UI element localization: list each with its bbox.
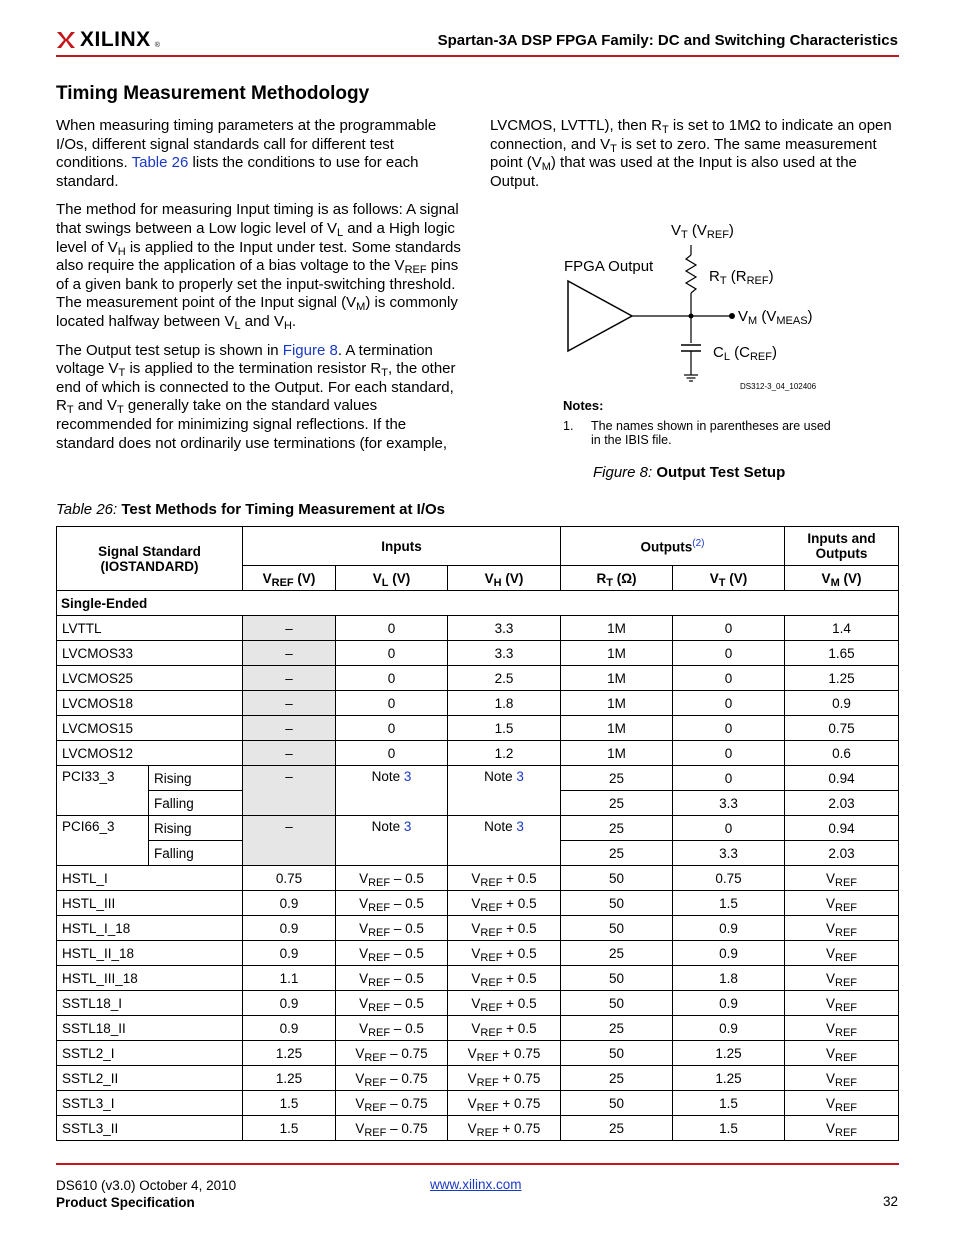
figure-8-link[interactable]: Figure 8	[282, 341, 338, 359]
footer-left	[56, 1177, 236, 1211]
cell-vm: 1.25	[785, 666, 899, 691]
cell-rt: 1M	[561, 641, 673, 666]
cell-vl: $V_{REF} - 0.5$	[336, 941, 448, 966]
cell-standard: LVCMOS25	[57, 666, 243, 691]
cell-vh: $V_{REF} + 0.75$	[448, 1091, 561, 1116]
cell-vref: 1.5	[243, 1116, 336, 1141]
cell-rt: 25	[561, 1116, 673, 1141]
cell-vt: 0	[673, 616, 785, 641]
cell-vl: $V_{REF} - 0.5$	[336, 1016, 448, 1041]
cell-standard: SSTL3_I	[57, 1091, 243, 1116]
header-inputs-outputs: Inputs and Outputs	[785, 527, 899, 566]
cell-vt: 0	[673, 741, 785, 766]
cell-vh: $V_{REF} + 0.75$	[448, 1041, 561, 1066]
cell-vt: 0	[673, 666, 785, 691]
footer-url-link[interactable]: www.xilinx.com	[430, 1177, 522, 1192]
cell-vh: 1.8	[448, 691, 561, 716]
cell-vm: 0.9	[785, 691, 899, 716]
cell-vm: 2.03	[785, 841, 899, 866]
table-row	[57, 1041, 899, 1066]
cell-standard: HSTL_III	[57, 891, 243, 916]
table-row	[57, 941, 899, 966]
cell-vref: 1.5	[243, 1091, 336, 1116]
cell-edge: Falling	[149, 791, 243, 816]
cell-vm: $V_{REF}$	[785, 991, 899, 1016]
footer-spec: Product Specification	[56, 1195, 195, 1210]
cell-standard: PCI33_3	[57, 766, 149, 816]
cell-edge: Rising	[149, 766, 243, 791]
cell-vt: 0.9	[673, 991, 785, 1016]
header-vm: $V_M$ (V)	[785, 566, 899, 591]
vm-label: $V_M$ $(V_{MEAS})$	[738, 308, 813, 327]
cell-vh: $V_{REF} + 0.5$	[448, 866, 561, 891]
cell-vm: $V_{REF}$	[785, 916, 899, 941]
table-row	[57, 691, 899, 716]
cell-vm: 2.03	[785, 791, 899, 816]
cell-vh: $V_{REF} + 0.5$	[448, 1016, 561, 1041]
note-3-link[interactable]: 3	[516, 769, 524, 784]
cell-rt: 1M	[561, 616, 673, 641]
table-row	[57, 1016, 899, 1041]
paragraph-4: LVCMOS, LVTTL), then $R_T$ is set to 1MΩ to indicate an open connection, and $V_T$ is set to zero. The same measurement point $(V_M)$ that was used at the Input is also used at the Output.	[490, 117, 892, 190]
left-column	[56, 117, 464, 463]
cell-vh: $V_{REF} + 0.5$	[448, 966, 561, 991]
cell-vt: 1.5	[673, 1116, 785, 1141]
figure-code: DS312-3_04_102406	[740, 382, 817, 391]
table-row	[57, 816, 899, 841]
cell-vt: 1.25	[673, 1066, 785, 1091]
cell-rt: 50	[561, 916, 673, 941]
cell-vm: $V_{REF}$	[785, 891, 899, 916]
paragraph-2: The method for measuring Input timing is as follows: A signal that swings between a Low logic level of $V_L$ and a High logic level of $V_H$ is applied to the Input under test. Some standards also require the application of a bias voltage to the $V_{REF}$ pins of a given bank to properly set the input-switching threshold. The measurement point of the Input signal $(V_M)$ is commonly located halfway between $V_L$ and $V_H$.	[56, 201, 461, 332]
cell-vm: $V_{REF}$	[785, 1016, 899, 1041]
cell-vl: $V_{REF} - 0.5$	[336, 991, 448, 1016]
cell-vh: $V_{REF} + 0.75$	[448, 1116, 561, 1141]
cell-vl: Note 3	[336, 816, 448, 866]
vt-label: $V_T$ $(V_{REF})$	[671, 222, 734, 241]
cell-vt: 3.3	[673, 841, 785, 866]
logo-text: XILINX	[80, 28, 151, 51]
cell-vt: 0.9	[673, 1016, 785, 1041]
cell-vt: 0.75	[673, 866, 785, 891]
vm-terminal-dot	[729, 313, 735, 319]
cell-vref: 1.1	[243, 966, 336, 991]
cell-vref: 0.9	[243, 941, 336, 966]
cell-standard: LVCMOS15	[57, 716, 243, 741]
cell-vm: $V_{REF}$	[785, 1091, 899, 1116]
cell-rt: 25	[561, 841, 673, 866]
rt-label: $R_T$ $(R_{REF})$	[709, 268, 774, 287]
cell-vref: 1.25	[243, 1041, 336, 1066]
cell-rt: 50	[561, 1091, 673, 1116]
cell-rt: 50	[561, 891, 673, 916]
xilinx-logo	[56, 28, 160, 52]
header-outputs: Outputs$^{(2)}$	[561, 527, 785, 566]
cell-standard: LVTTL	[57, 616, 243, 641]
cell-vl: 0	[336, 691, 448, 716]
cell-rt: 25	[561, 766, 673, 791]
cell-standard: PCI66_3	[57, 816, 149, 866]
cell-vref: 0.9	[243, 991, 336, 1016]
table-row	[57, 991, 899, 1016]
cl-label: $C_L$ $(C_{REF})$	[713, 344, 777, 363]
resistor-symbol	[686, 255, 696, 293]
table-row	[57, 666, 899, 691]
cell-vl: $V_{REF} - 0.75$	[336, 1091, 448, 1116]
table-row	[57, 866, 899, 891]
cell-vh: 2.5	[448, 666, 561, 691]
table-row	[57, 616, 899, 641]
cell-vl: $V_{REF} - 0.5$	[336, 916, 448, 941]
cell-vh: $V_{REF} + 0.5$	[448, 991, 561, 1016]
cell-vt: 1.8	[673, 966, 785, 991]
cell-standard: HSTL_I	[57, 866, 243, 891]
section-single-ended: Single-Ended	[57, 591, 899, 616]
cell-vm: 1.4	[785, 616, 899, 641]
cell-vm: 0.94	[785, 816, 899, 841]
page-number: 32	[882, 1194, 898, 1209]
cell-vref: –	[243, 691, 336, 716]
section-heading: Timing Measurement Methodology	[56, 83, 370, 104]
logo-trademark: ®	[154, 41, 160, 49]
cell-standard: HSTL_III_18	[57, 966, 243, 991]
cell-rt: 50	[561, 966, 673, 991]
table-row	[57, 1116, 899, 1141]
cell-vh: Note 3	[448, 766, 561, 816]
cell-standard: LVCMOS18	[57, 691, 243, 716]
cell-standard: SSTL2_I	[57, 1041, 243, 1066]
cell-rt: 25	[561, 1016, 673, 1041]
cell-vref: –	[243, 716, 336, 741]
cell-vt: 1.5	[673, 891, 785, 916]
cell-rt: 1M	[561, 666, 673, 691]
table-row	[57, 966, 899, 991]
notes-heading: Notes:	[563, 398, 604, 413]
cell-vl: $V_{REF} - 0.75$	[336, 1041, 448, 1066]
cell-vh: 1.5	[448, 716, 561, 741]
cell-vl: 0	[336, 641, 448, 666]
cell-rt: 1M	[561, 741, 673, 766]
cell-rt: 50	[561, 1041, 673, 1066]
note-3-link[interactable]: 3	[403, 819, 412, 834]
cell-vref: 0.75	[243, 866, 336, 891]
cell-vh: $V_{REF} + 0.75$	[448, 1066, 561, 1091]
cell-standard: SSTL2_II	[57, 1066, 243, 1091]
cell-rt: 50	[561, 866, 673, 891]
timing-methods-table	[56, 526, 899, 1141]
cell-vm: $V_{REF}$	[785, 941, 899, 966]
cell-vt: 0	[673, 766, 785, 791]
junction-dot	[689, 314, 694, 319]
cell-rt: 25	[561, 941, 673, 966]
cell-vl: 0	[336, 716, 448, 741]
header-vl: $V_L$ (V)	[336, 566, 448, 591]
cell-vh: $V_{REF} + 0.5$	[448, 891, 561, 916]
cell-vt: 1.5	[673, 1091, 785, 1116]
cell-edge: Falling	[149, 841, 243, 866]
outputs-note-link[interactable]: (2)	[692, 537, 705, 549]
cell-vl: $V_{REF} - 0.75$	[336, 1116, 448, 1141]
header-title: Spartan-3A DSP FPGA Family: DC and Switching Characteristics	[437, 32, 898, 49]
header-signal-standard: Signal Standard (IOSTANDARD)	[57, 527, 243, 591]
header-vref: $V_{REF}$ (V)	[243, 566, 336, 591]
buffer-triangle	[568, 281, 632, 351]
cell-standard: HSTL_I_18	[57, 916, 243, 941]
note-1-number: 1.	[563, 419, 574, 433]
cell-vm: $V_{REF}$	[785, 1116, 899, 1141]
cell-vh: 3.3	[448, 616, 561, 641]
cell-vl: $V_{REF} - 0.5$	[336, 866, 448, 891]
cell-vh: 3.3	[448, 641, 561, 666]
cell-vl: 0	[336, 741, 448, 766]
table-row	[57, 916, 899, 941]
cell-vm: $V_{REF}$	[785, 866, 899, 891]
header-rule	[56, 55, 899, 57]
xilinx-x-icon	[56, 30, 76, 50]
table-row	[57, 891, 899, 916]
cell-vref: 1.25	[243, 1066, 336, 1091]
fpga-output-label: FPGA Output	[564, 258, 654, 275]
cell-standard: SSTL18_I	[57, 991, 243, 1016]
paragraph-1: When measuring timing parameters at the programmable I/Os, different signal standards call for different test conditions. Table 26 lists the conditions to use for each standard.	[56, 117, 437, 190]
cell-edge: Rising	[149, 816, 243, 841]
header-inputs: Inputs	[243, 527, 561, 566]
cell-standard: LVCMOS33	[57, 641, 243, 666]
cell-vh: 1.2	[448, 741, 561, 766]
cell-vm: 0.6	[785, 741, 899, 766]
table-26-link[interactable]: Table 26	[131, 154, 189, 172]
header-rt: $R_T$ (Ω)	[561, 566, 673, 591]
output-test-setup-diagram	[560, 215, 840, 395]
cell-standard: HSTL_II_18	[57, 941, 243, 966]
cell-rt: 25	[561, 816, 673, 841]
cell-vref: –	[243, 741, 336, 766]
cell-rt: 50	[561, 991, 673, 1016]
cell-rt: 25	[561, 1066, 673, 1091]
header-vt: $V_T$ (V)	[673, 566, 785, 591]
cell-vt: 0.9	[673, 941, 785, 966]
cell-vl: 0	[336, 616, 448, 641]
note-3-link[interactable]: 3	[403, 769, 412, 784]
cell-vl: $V_{REF} - 0.75$	[336, 1066, 448, 1091]
cell-vref: 0.9	[243, 1016, 336, 1041]
right-column	[490, 117, 900, 201]
cell-vl: $V_{REF} - 0.5$	[336, 966, 448, 991]
cell-rt: 25	[561, 791, 673, 816]
cell-standard: SSTL3_II	[57, 1116, 243, 1141]
cell-vm: $V_{REF}$	[785, 1066, 899, 1091]
cell-vh: Note 3	[448, 816, 561, 866]
cell-vref: –	[243, 766, 336, 816]
cell-vm: $V_{REF}$	[785, 1041, 899, 1066]
cell-standard: SSTL18_II	[57, 1016, 243, 1041]
table-row	[57, 716, 899, 741]
note-1-text: The names shown in parentheses are used in the IBIS file.	[591, 419, 831, 447]
note-3-link[interactable]: 3	[516, 819, 524, 834]
table-row	[57, 1091, 899, 1116]
cell-vref: –	[243, 816, 336, 866]
cell-vref: 0.9	[243, 891, 336, 916]
cell-vl: 0	[336, 666, 448, 691]
table-caption: Table 26: Test Methods for Timing Measurement at I/Os	[56, 501, 446, 518]
cell-vh: $V_{REF} + 0.5$	[448, 916, 561, 941]
cell-vt: 0.9	[673, 916, 785, 941]
footer-rule	[56, 1163, 899, 1165]
table-row	[57, 1066, 899, 1091]
cell-vh: $V_{REF} + 0.5$	[448, 941, 561, 966]
cell-vref: –	[243, 666, 336, 691]
cell-vref: –	[243, 616, 336, 641]
cell-vref: –	[243, 641, 336, 666]
paragraph-3: The Output test setup is shown in Figure 8. A termination voltage $V_T$ is applied to the termination resistor $R_T$, the other end of which is connected to the Output. For each standard, $R_T$ and $V_T$ generally take on the standard values recommended for minimizing signal reflections. If the standard does not ordinarily use terminations (for example,	[56, 341, 456, 452]
table-row	[57, 766, 899, 791]
cell-standard: LVCMOS12	[57, 741, 243, 766]
cell-vm: $V_{REF}$	[785, 966, 899, 991]
cell-vl: Note 3	[336, 766, 448, 816]
cell-vt: 0	[673, 691, 785, 716]
cell-vt: 0	[673, 716, 785, 741]
cell-vref: 0.9	[243, 916, 336, 941]
cell-vt: 0	[673, 641, 785, 666]
table-row	[57, 741, 899, 766]
cell-vl: $V_{REF} - 0.5$	[336, 891, 448, 916]
cell-rt: 1M	[561, 691, 673, 716]
footer-doc-id: DS610 (v3.0) October 4, 2010	[56, 1178, 237, 1193]
cell-vm: 0.75	[785, 716, 899, 741]
cell-vt: 1.25	[673, 1041, 785, 1066]
cell-vm: 1.65	[785, 641, 899, 666]
table-body	[57, 591, 899, 1141]
cell-vm: 0.94	[785, 766, 899, 791]
cell-rt: 1M	[561, 716, 673, 741]
cell-vt: 0	[673, 816, 785, 841]
header-vh: $V_H$ (V)	[448, 566, 561, 591]
table-row	[57, 641, 899, 666]
figure-caption: Figure 8: Output Test Setup	[593, 464, 786, 481]
cell-vt: 3.3	[673, 791, 785, 816]
